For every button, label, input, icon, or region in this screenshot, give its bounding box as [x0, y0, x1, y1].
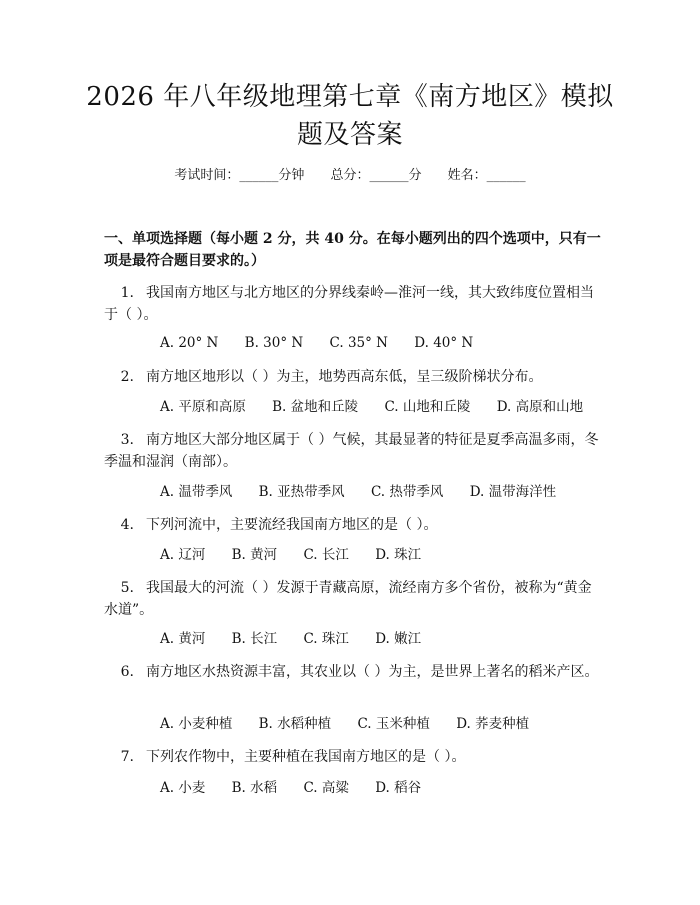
question-number: 1. — [120, 285, 134, 301]
option-c: C. 35° N — [329, 335, 388, 351]
question-number: 4. — [120, 517, 134, 533]
question-1-options — [160, 333, 620, 353]
option-b: B. 水稻 — [231, 780, 278, 796]
option-d: D. 荞麦种植 — [456, 716, 530, 732]
option-a: A. 温带季风 — [160, 484, 233, 500]
option-d: D. 嫩江 — [375, 631, 422, 647]
question-number: 7. — [120, 749, 134, 765]
exam-info — [0, 166, 700, 186]
question-number: 2. — [120, 369, 134, 385]
question-3 — [104, 429, 604, 473]
option-b: B. 30° N — [244, 335, 304, 351]
document-title: 2026 年八年级地理第七章《南方地区》模拟题及答案 — [86, 82, 614, 150]
question-3-options — [160, 482, 620, 502]
question-4 — [104, 514, 604, 536]
question-7 — [104, 746, 604, 768]
question-6-options — [160, 714, 620, 734]
question-text: 南方地区水热资源丰富，其农业以（ ）为主，是世界上著名的稻米产区。 — [146, 664, 599, 680]
question-number: 5. — [120, 580, 134, 596]
exam-name: 姓名：______ — [447, 168, 526, 183]
option-b: B. 黄河 — [231, 547, 278, 563]
question-2 — [104, 366, 604, 388]
option-d: D. 温带海洋性 — [469, 484, 557, 500]
option-a: A. 小麦种植 — [160, 716, 233, 732]
question-6 — [104, 661, 604, 683]
option-a: A. 黄河 — [160, 631, 206, 647]
question-text: 南方地区大部分地区属于（ ）气候，其最显著的特征是夏季高温多雨，冬季温和湿润（南部）。 — [104, 432, 599, 470]
option-c: C. 长江 — [303, 547, 349, 563]
question-5 — [104, 577, 604, 621]
question-text: 下列河流中，主要流经我国南方地区的是（ ）。 — [146, 517, 438, 533]
option-a: A. 辽河 — [160, 547, 206, 563]
option-b: B. 盆地和丘陵 — [272, 399, 359, 415]
section-heading: 一、单项选择题（每小题 2 分，共 40 分。在每小题列出的四个选项中，只有一项是最符合题目要求的。） — [104, 231, 601, 269]
question-text: 下列农作物中，主要种植在我国南方地区的是（ ）。 — [146, 749, 466, 765]
question-4-options — [160, 545, 620, 565]
option-b: B. 亚热带季风 — [258, 484, 345, 500]
question-text: 我国南方地区与北方地区的分界线秦岭—淮河一线，其大致纬度位置相当于（ ）。 — [104, 285, 594, 323]
option-d: D. 高原和山地 — [496, 399, 584, 415]
option-d: D. 40° N — [414, 335, 474, 351]
question-2-options — [160, 397, 620, 417]
option-d: D. 稻谷 — [375, 780, 422, 796]
question-text: 南方地区地形以（ ）为主，地势西高东低，呈三级阶梯状分布。 — [146, 369, 543, 385]
option-d: D. 珠江 — [375, 547, 422, 563]
option-b: B. 水稻种植 — [258, 716, 332, 732]
question-1 — [104, 282, 604, 326]
option-c: C. 珠江 — [303, 631, 349, 647]
option-a: A. 20° N — [160, 335, 219, 351]
option-c: C. 高粱 — [303, 780, 349, 796]
option-a: A. 小麦 — [160, 780, 206, 796]
question-text: 我国最大的河流（ ）发源于青藏高原，流经南方多个省份，被称为“黄金水道”。 — [104, 580, 592, 618]
question-number: 6. — [120, 664, 134, 680]
option-b: B. 长江 — [231, 631, 278, 647]
exam-total-score: 总分：______分 — [330, 168, 422, 183]
option-c: C. 玉米种植 — [357, 716, 430, 732]
option-c: C. 热带季风 — [370, 484, 444, 500]
question-7-options — [160, 778, 620, 798]
question-number: 3. — [120, 432, 134, 448]
exam-time: 考试时间：______分钟 — [174, 168, 305, 183]
option-c: C. 山地和丘陵 — [384, 399, 471, 415]
question-5-options — [160, 629, 620, 649]
option-a: A. 平原和高原 — [160, 399, 246, 415]
